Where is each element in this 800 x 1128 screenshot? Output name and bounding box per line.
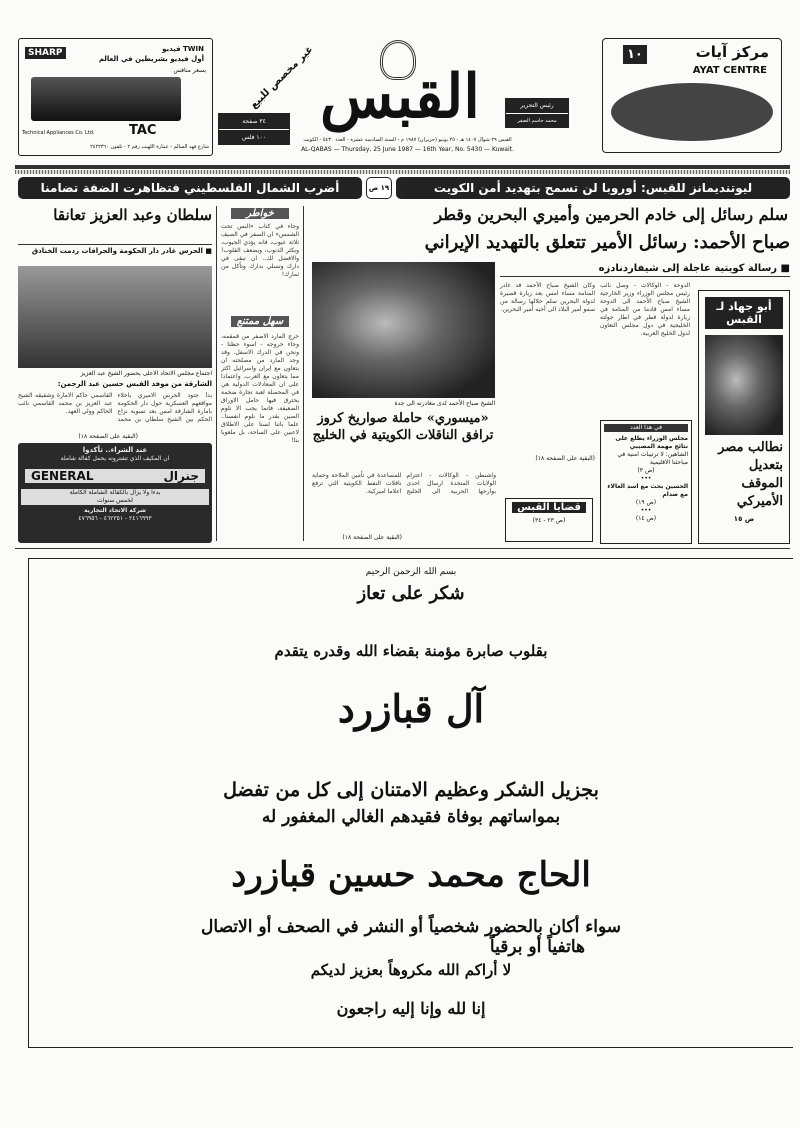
second-body: واشنطن - الوكالات - اعتزام الولايات المتحدة ارسال احدى بوارجها الحربية الى الخليج للمساعدة في تأمين الملاحة وحماية ناقلات النفط الكويتية التي ترفع اعلاما اميركية.: [312, 472, 496, 495]
banner-page-ref[interactable]: ١٩ ص: [366, 177, 392, 199]
family-name: آل قبازرد: [337, 686, 485, 731]
dateline-arabic: القبس ٢٩ شوال ١٤٠٧ هـ - ٢٥ يونيو (حزيران) ١٩٨٧ م - السنة السادسة عشرة - العدد ٥٤٣٠ - الكويت: [303, 137, 512, 143]
column1-body: وجاء في كتاب «البس تحت الشمس» ان السفر في الصيف ثلاثة عيوب، فانه يؤذي الجيوب، ويكثر الذنوب، ويضعف القلوب! والافضل لك.. ان تبقى في دارك وتسلي بدارك وتأكل من ثمارك!: [221, 223, 299, 278]
announcement-line5: هاتفياً أو برقياً: [489, 937, 585, 957]
abu-jihad-box[interactable]: [698, 290, 790, 544]
general-brand-en: GENERAL: [31, 469, 94, 483]
left-photo: [18, 266, 212, 368]
issues-pages: (ص ٢٣ - ٣٤): [532, 517, 566, 524]
inside-item[interactable]: (ص ٣): [637, 467, 655, 474]
inside-item[interactable]: الشاهين: لا ترتيبات امنية في مباحثنا الاقليمية: [617, 451, 688, 466]
issue-price: ١٠٠ فلس: [219, 130, 289, 145]
main-kicker: سلم رسائل إلى خادم الحرمين وأميري البحرين وقطر: [434, 205, 788, 224]
section-rule: [15, 548, 790, 549]
bullet-square-icon: ■: [777, 263, 790, 274]
page-count: ٣٤ صفحة: [219, 114, 289, 129]
condolence-thanks-ad: [28, 558, 793, 1048]
banner-headline-right[interactable]: ليوتنديمانز للقبس: أوروبا لن تسمح بتهديد أمن الكويت: [396, 177, 790, 199]
main-photo-caption: الشيخ صباح الأحمد لدى مغادرته الى جدة: [394, 400, 495, 407]
ad-model: TWIN فيديو: [162, 45, 204, 53]
dateline-english: AL-QABAS — Thursday, 25 June 1987 — 16th Year, No. 5430 — Kuwait.: [301, 146, 514, 153]
masthead-rule: [15, 165, 790, 169]
ad-address: شارع فهد السالم - عمارة اللهيب رقم ٢ - تلفون ٢٤٢٢٣٦٠: [90, 144, 209, 150]
inside-item[interactable]: (ص ١٤): [635, 515, 657, 522]
editor-name: محمد جاسم الصقر: [506, 114, 568, 128]
ad-oval-image: [611, 83, 773, 141]
editor-title: رئيس التحرير: [506, 99, 568, 113]
bullet-square-icon: ■: [202, 247, 212, 255]
column2-body: خرج المارد الاصفر من قمقمه، وجاء خروجه - اسوء حظنا - ونحن في الدرك الاسفل. وقد وجد المارد من مصلحته ان يتعاون مع ايران واسرائيل اكثر مما يتعاون مع العرب. واعتمادا على ان المعادلات الدولية هي في المحصلة لعبة تجارة ضخمة يحترق فيها حامل الاوراق الضعيفة، فانما يجب الا نلوم الصين بقدر ما نلوم انفسنا.. علما باننا لسنا على الاطلاق لاعبين على الساحة، بل ملعوبا بنا!: [221, 333, 299, 444]
main-headline[interactable]: صباح الأحمد: رسائل الأمير تتعلق بالتهديد الإيراني: [424, 232, 790, 253]
ad-company: Technical Appliances Co. Ltd.: [22, 130, 95, 136]
main-subhead: [500, 263, 790, 277]
inside-item[interactable]: (ص ١٩): [635, 499, 657, 506]
general-ac-ad[interactable]: [18, 443, 212, 543]
announcement-line3: بمواساتهم بوفاة فقيدهم الغالي المغفور له: [261, 807, 561, 827]
newspaper-logo: القبس: [320, 62, 480, 132]
main-photo: [312, 262, 495, 398]
left-body: بدأ جنود الحرس الاميري باخلاء مواقعهم العسكرية حول دار الحكومة بامارة الشارقة امس بعد تسوية نزاع الحكم بين الشيخ سلطان بن محمد القاسمي حاكم الامارة وشقيقه الشيخ عبد العزيز بن محمد القاسمي نائب الحاكم وولي العهد.: [18, 392, 212, 423]
abu-jihad-photo: [705, 335, 783, 435]
general-brand-ar: جنرال: [163, 469, 199, 483]
issues-label: قضايا القبس: [512, 502, 586, 513]
general-line4: لخمس سنوات: [21, 497, 209, 505]
closing-verse: إنا لله وإنا إليه راجعون: [336, 999, 486, 1018]
ayat-centre-ad[interactable]: [602, 38, 782, 153]
general-line3: بدءا ولا يزال بالكفالة الشاملة الكاملة: [21, 489, 209, 497]
in-this-issue-box: [600, 420, 692, 544]
editor-box: [505, 98, 569, 128]
announcement-line4: سواء أكان بالحضور شخصياً أو النشر في الصحف أو الاتصال: [201, 917, 621, 937]
left-subhead: [18, 244, 212, 256]
ad-name-en: AYAT CENTRE: [692, 65, 767, 76]
left-dateline: الشارقة من موفد القبس حسين عبد الرحمن:: [57, 380, 212, 388]
announcement-line2: بجزيل الشكر وعظيم الامتنان إلى كل من تفضل: [223, 779, 599, 801]
general-phones: ٢٤١٦٩٩٣ - ٤٦٢٣٥١ - ٤٧٦٩٥٦: [78, 515, 152, 522]
announcement-line6: لا أراكم الله مكروهاً بعزيز لديكم: [310, 961, 512, 979]
banner-headline-left[interactable]: أضرب الشمال الفلسطيني فتظاهرت الضفة تضامنا: [18, 177, 362, 199]
inside-title: في هذا العدد: [604, 424, 688, 432]
deceased-name: الحاج محمد حسين قبازرد: [231, 855, 591, 895]
announcement-title: شكر على تعاز: [357, 583, 465, 604]
general-brand: [25, 469, 205, 483]
main-body-col2: وكان الشيخ صباح الأحمد قد غادر المنامة مساء امس بعد زيارة قصيرة لدولة البحرين سلم خلالها رسالة من سمو أمير البلاد الى أخيه أمير البحرين.: [500, 282, 595, 313]
main-body-col1: الدوحة - الوكالات - وصل نائب رئيس مجلس الوزراء وزير الخارجية الشيخ صباح الأحمد الى الدوحة مساء امس قادما من المنامة في زيارة لدولة قطر في اطار جولته الخليجية في دول مجلس التعاون لدول الخليج العربية.: [600, 282, 690, 337]
sharp-logo: SHARP: [25, 47, 66, 59]
ad-number: ١٠: [623, 45, 647, 64]
issues-box[interactable]: [505, 498, 593, 542]
ad-name-ar: مركز آيات: [695, 43, 769, 61]
left-continued[interactable]: (البقية على الصفحة ١٨): [78, 433, 138, 440]
separator-dots: •••: [640, 507, 652, 514]
abu-jihad-title: أبو جهاد لـ القبس: [705, 297, 783, 329]
second-headline[interactable]: «ميسوري» حاملة صواريخ كروز ترافق الناقلات الكويتية في الخليج: [312, 411, 494, 443]
separator-dots: •••: [640, 475, 652, 482]
left-subhead-text: الحرس غادر دار الحكومة والجرافات ردمت الخنادق: [31, 247, 203, 255]
column2-title: سهل ممتنع: [231, 316, 289, 327]
column1-title: خواطر: [231, 208, 289, 219]
second-continued[interactable]: (البقية على الصفحة ١٨): [342, 534, 402, 541]
not-for-sale-stamp: غير مخصص للبيع: [248, 43, 316, 112]
main-continued[interactable]: (البقية على الصفحة ١٨): [535, 455, 595, 462]
tac-logo: TAC: [129, 123, 157, 138]
opinion-column: [216, 206, 304, 541]
left-headline[interactable]: سلطان وعبد العزيز تعانقا: [53, 206, 212, 224]
ad-tagline: أول فيديو بشريطين في العالم: [98, 55, 204, 63]
abu-jihad-headline: نطالب مصر بتعديل الموقف الأميركي: [718, 440, 783, 509]
general-line1: عند الشراء.. تأكدوا: [82, 446, 148, 454]
inside-item[interactable]: الحسين بحث مع اسد الغالاء مع صدام: [607, 483, 688, 498]
masthead-rule-hatched: [15, 170, 790, 174]
announcement-line1: بقلوب صابرة مؤمنة بقضاء الله وقدره يتقدم: [274, 642, 548, 660]
vcr-image: [31, 77, 181, 121]
abu-jihad-page: ص ١٥: [733, 515, 755, 523]
left-photo-caption: اجتماع مجلس الاتحاد الاعلى بحضور الشيخ عبد العزيز: [80, 370, 212, 377]
inside-item[interactable]: مجلس الوزراء يطلع على نتائج مهمة المصيبي: [615, 435, 688, 450]
basmala: بسم الله الرحمن الرحيم: [365, 567, 457, 577]
main-subhead-text: رسالة كويتية عاجلة إلى شيفاردنادزه: [598, 263, 778, 274]
general-dealer: شركة الاتحاد التجارية: [83, 507, 147, 514]
sharp-video-ad[interactable]: [18, 38, 213, 156]
ad-sub: بسعر منافس: [173, 67, 206, 74]
general-line2: ان المكيف الذي تشترونه يحمل كفالة شاملة: [60, 455, 170, 462]
